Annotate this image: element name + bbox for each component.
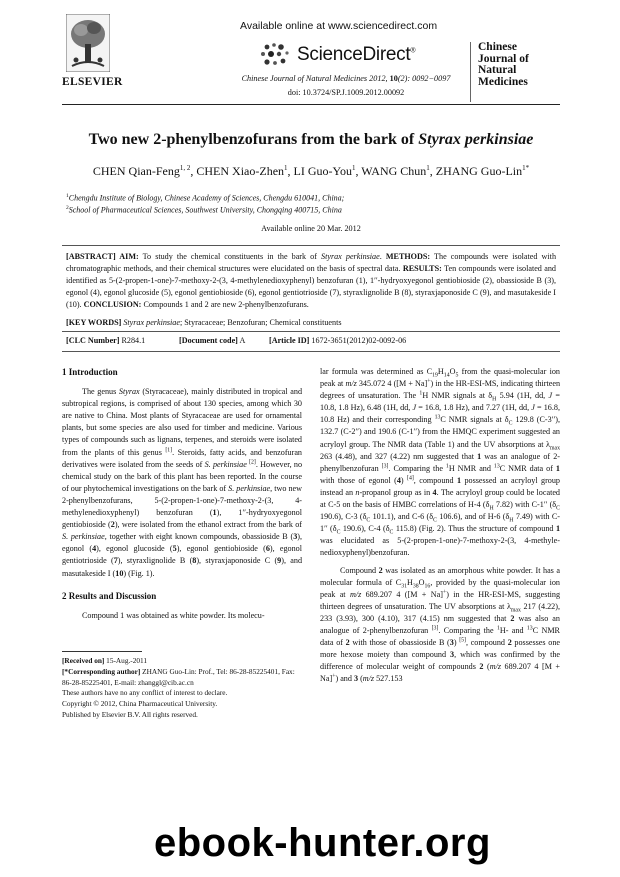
footnotes [62,656,302,721]
section-heading: 2 Results and Discussion [62,590,157,601]
doi-line: doi: 10.3724/SP.J.1009.2012.00092 [287,88,405,97]
abstract-text: [ABSTRACT] AIM: To study the chemical constituents in the bark of Styrax perkinsiae. METHODS: The compounds were isolated with chromatographic methods, and their chemical structures were elucidated on the basis of spectral data. RESULTS: Ten compounds were isolated and identified as 5-(2-propen-1-one)-7-methoxy-2-(3, 4-methylenedioxyphenyl) benzofuran (1), 1′′-hydryoxyegonol gentiobioside (2), obassioside B (3), egonol (4), egonol glucoside (5), egonol gentiobioside (6), egonol gentiotrioside (7), styraxlignolide B (8), styraxjaponoside C (9), and masutakeside I (10). CONCLUSION: Compounds 1 and 2 are new 2-phenylbenzofurans. [66,252,557,310]
clc-number: [CLC Number] R284.1 [66,336,146,345]
publisher-name: ELSEVIER [62,76,123,88]
sciencedirect-dots-icon [259,42,293,68]
intro-paragraph: The genus Styrax (Styracaceae), mainly distributed in tropical and subtropical regions, is comprised of about 130 species, among which 30 are native to China. Most plants of Styracaceae are used for ornamental plants, but some species are also used for timber and medicine. Various types of compounds such as lignans, terpenes, and steroids were isolated from the plants of this genus [1]. Steroids, fatty acids, and benzofuran derivatives were isolated from the seeds of S. perkinsiae [2]. However, no chemical study on the bark of this plant has been reported. In the course of our phytochemical investigations on the bark of S. perkinsiae, two new 2-phenylbenzofurans, 5-(2-propen-1-one)-7-methoxy-2-(3, 4-methylenedioxyphenyl) benzofuran (1), 1′′-hydryoxyegonol gentiobioside (2), were isolated from the ethanol extract from the bark of S. perkinsiae, together with eight known compounds, obassioside B (3), egonol (4), egonol glucoside (5), egonol gentiobioside (6), egonol gentiotrioside (7), styraxlignolide B (8), styraxjaponoside C (9), and masutakeside I (10) (Fig. 1). [62,387,303,578]
results-paragraph-continued: lar formula was determined as $C_{19}H_{14}O_5$ from the quasi-molecular ion peak at m/z 345.072 4 ([M + Na]+) in the HR-ESI-MS, indicating thirteen degrees of unsaturation. The $^1$H NMR signals at $\delta_H$ 5.94 (1H, dd, J = 10.8, 1.8 Hz), 6.48 (1H, dd, J = 16.8, 1.8 Hz), and 7.27 (1H, dd, J = 16.8, 10.8 Hz) and their corresponding $^{13}$C NMR signals at $\delta_C$ 129.8 (C-3′′), 132.7 (C-2′′) and 190.6 (C-1′′) from the HMQC experiment suggested an acryloyl group. The NMR data (Table 1) and the UV absorptions at $\lambda_{max}$ 263 (4.48), and 327 (4.22) nm suggested that 1 was an analogue of 2-phenylbenzofuran [3]. Comparing the $^1$H NMR and $^{13}$C NMR data of 1 with those of egonol (4) [4], compound 1 possessed an acryloyl group instead an n-propanol group as in 4. The acryloyl group could be located at C-5 on the basis of HMBC correlations of H-4 ($\delta_H$ 7.82) with C-1′′ ($\delta_C$ 190.6), C-3 ($\delta_C$ 101.1), and C-6 ($\delta_C$ 106.6), and of H-6 ($\delta_H$ 7.49) with C-1′′ ($\delta_C$ 190.6), C-4 ($\delta_C$ 115.8) (Fig. 2). Thus the structure of compound 1 was elucidated as 5-(2-propen-1-one)-7-methoxy-2-(3, 4-methyle-nedioxyphenyl)benzofuran. [320,367,561,558]
online-availability-line: Available online at www.sciencedirect.com [240,20,438,32]
copyright-line: Copyright © 2012, China Pharmaceutical University. [62,699,218,709]
received-date: [Received on] 15-Aug.-2011 [62,656,148,665]
journal-name-line: Chinese [478,41,517,53]
elsevier-tree-icon [66,14,110,72]
article-id: [Article ID] 1672-3651(2012)02-0092-06 [269,336,407,345]
sciencedirect-wordmark: ScienceDirect® [297,44,416,65]
keywords: [KEY WORDS] Styrax perkinsiae; Styracaceae; Benzofuran; Chemical constituents [66,318,342,327]
document-code: [Document code] A [179,336,246,345]
body-left-column [62,366,302,627]
available-online-date: Available online 20 Mar. 2012 [261,224,361,233]
journal-name-line: Medicines [478,75,528,88]
section-heading: 1 Introduction [62,367,118,377]
author-name: WANG Chun [361,164,427,178]
article-title: Two new 2-phenylbenzofurans from the bark of Styrax perkinsiae [88,131,534,148]
author-name: ZHANG Guo-Lin [435,164,523,178]
affiliation: $^2$School of Pharmaceutical Sciences, Southwest University, Chongqing 400715, China [66,205,342,215]
results-paragraph: Compound 1 was obtained as white powder. Its molecu- [82,610,265,620]
elsevier-logo [62,14,123,90]
journal-name-line: Natural [478,64,517,76]
abstract-bottom-rule [62,351,560,352]
abstract-mid-rule [62,331,560,332]
journal-citation: Chinese Journal of Natural Medicines 2012, 10(2): 0092−0097 [241,74,451,83]
sciencedirect-logo [259,42,419,68]
body-right-column [320,366,560,690]
author-name: CHEN Xiao-Zhen [196,164,285,178]
journal-name-line: Journal of [478,52,529,65]
affiliation: $^1$Chengdu Institute of Biology, Chinese Academy of Sciences, Chengdu 610041, China; [66,193,345,203]
publisher-line: Published by Elsevier B.V. All rights reserved. [62,709,198,719]
header-divider [62,104,560,105]
footnote-rule [62,651,142,652]
compound-2-paragraph: Compound 2 was isolated as an amorphous white powder. It has a molecular formula of $C_{31}H_{38}O_{16}$, provided by the quasi-molecular ion peak at m/z 689.207 4 ([M + Na]+) in the HR-ESI-MS, suggesting thirteen degrees of unsaturation. The UV absorptions at $\lambda_{max}$ 217 (4.22), 233 (3.93), 300 (4.10), 317 (4.15) nm suggested that 2 was also an analogue of 2-phenylbenzofuran [3]. Comparing the $^1$H- and $^{13}$C NMR data of 2 with those of obassioside B (3) [5], compound 2 possesses one more hexose moiety than compound 3, which was confirmed by the difference of molecular weight of compounds 2 (m/z 689.207 4 [M + Na]+) and 3 (m/z 527.153 [320,565,561,684]
author-list: CHEN Qian-Feng$^{1, 2}$, CHEN Xiao-Zhen$^1$, LI Guo-You$^1$, WANG Chun$^1$, ZHANG Guo-Lin$^{1*}$ [92,164,530,178]
abstract-top-rule [62,245,560,246]
author-name: LI Guo-You [293,164,352,178]
corresponding-author: [*Corresponding author] ZHANG Guo-Lin: Prof., Tel: 86-28-85225401, Fax: 86-28-85225401, E-mail: zhanggl@cib.ac.cn [62,666,295,687]
conflict-statement: These authors have no any conflict of interest to declare. [62,688,228,698]
author-name: CHEN Qian-Feng [92,164,180,178]
watermark-text: ebook-hunter.org [154,821,491,865]
journal-name-box [470,42,562,102]
page-header [62,12,562,104]
